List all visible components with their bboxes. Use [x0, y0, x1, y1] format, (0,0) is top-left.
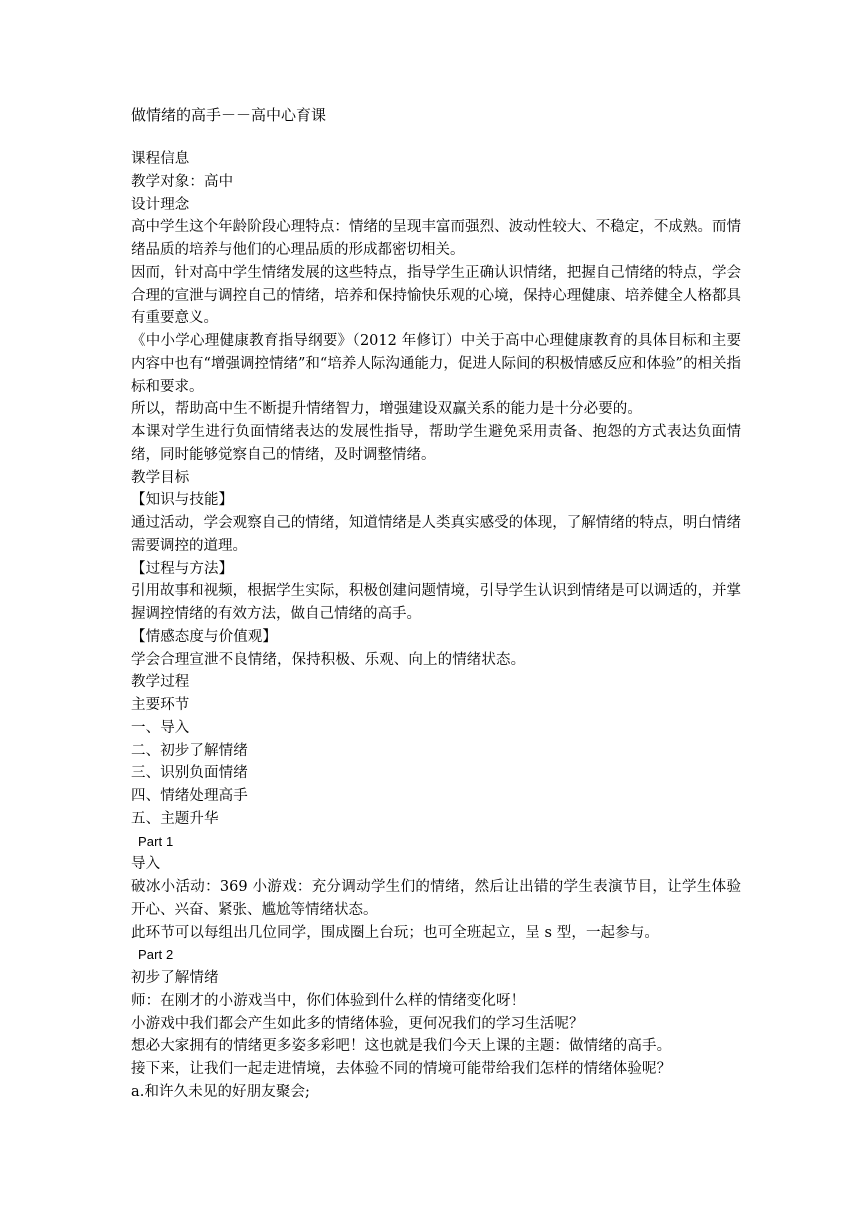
part-paragraph: 破冰小活动：369 小游戏：充分调动学生们的情绪，然后让出错的学生表演节目，让学生体验开心、兴奋、紧张、尴尬等情绪状态。: [131, 879, 741, 918]
concept-paragraph: 所以，帮助高中生不断提升情绪智力，增强建设双赢关系的能力是十分必要的。: [131, 401, 642, 418]
concept-paragraph: 高中学生这个年龄阶段心理特点：情绪的呈现丰富而强烈、波动性较大、不稳定，不成熟。而情绪品质的培养与他们的心理品质的形成都密切相关。: [131, 219, 741, 258]
section-heading-design-concept: 设计理念: [131, 196, 190, 213]
part-label: Part 2: [138, 947, 174, 963]
goal-heading-process: 【过程与方法】: [131, 560, 234, 577]
part-paragraph: 此环节可以每组出几位同学，围成圈上台玩；也可全班起立，呈 s 型，一起参与。: [131, 924, 659, 941]
goal-text-emotion: 学会合理宣泄不良情绪，保持积极、乐观、向上的情绪状态。: [131, 651, 526, 668]
document-body: [131, 148, 741, 1104]
section-heading-teaching-goals: 教学目标: [131, 469, 190, 486]
dialogue-line: 师：在刚才的小游戏当中，你们体验到什么样的情绪变化呀！: [131, 992, 526, 1009]
scenario-item: a.和许久未见的好朋友聚会;: [131, 1083, 311, 1100]
concept-paragraph: 因而，针对高中学生情绪发展的这些特点，指导学生正确认识情绪，把握自己情绪的特点，学会合理的宣泄与调控自己的情绪，培养和保持愉快乐观的心境，保持心理健康、培养健全人格都具有重要意义。: [131, 264, 741, 327]
concept-paragraph: 本课对学生进行负面情绪表达的发展性指导，帮助学生避免采用责备、抱怨的方式表达负面情绪，同时能够觉察自己的情绪，及时调整情绪。: [131, 424, 741, 463]
goal-text-process: 引用故事和视频，根据学生实际，积极创建问题情境，引导学生认识到情绪是可以调适的，并掌握调控情绪的有效方法，做自己情绪的高手。: [131, 583, 741, 622]
goal-heading-knowledge: 【知识与技能】: [131, 492, 234, 509]
teaching-target: 教学对象：高中: [131, 173, 234, 190]
document-title: 做情绪的高手－－高中心育课: [131, 106, 327, 124]
dialogue-line: 想必大家拥有的情绪更多姿多彩吧！这也就是我们今天上课的主题：做情绪的高手。: [131, 1038, 672, 1055]
part-title: 导入: [131, 856, 161, 873]
concept-paragraph: 《中小学心理健康教育指导纲要》（2012 年修订）中关于高中心理健康教育的具体目标和主要内容中也有“增强调控情绪”和“培养人际沟通能力，促进人际间的积极情感反应和体验”的相关指标和要求。: [131, 333, 741, 395]
step-item: 一、导入: [131, 719, 190, 736]
dialogue-line: 接下来，让我们一起走进情境，去体验不同的情境可能带给我们怎样的情绪体验呢？: [131, 1061, 672, 1077]
step-item: 五、主题升华: [131, 810, 219, 827]
part-label: Part 1: [138, 833, 174, 849]
dialogue-line: 小游戏中我们都会产生如此多的情绪体验，更何况我们的学习生活呢？: [131, 1015, 584, 1032]
goal-text-knowledge: 通过活动，学会观察自己的情绪，知道情绪是人类真实感受的体现，了解情绪的特点，明白情绪需要调控的道理。: [131, 515, 741, 554]
goal-heading-emotion: 【情感态度与价值观】: [131, 628, 277, 645]
section-heading-teaching-process: 教学过程: [131, 674, 190, 691]
step-item: 二、初步了解情绪: [131, 742, 248, 759]
section-heading-course-info: 课程信息: [131, 151, 190, 167]
step-item: 三、识别负面情绪: [131, 765, 248, 782]
part-title: 初步了解情绪: [131, 970, 219, 986]
step-item: 四、情绪处理高手: [131, 788, 248, 804]
section-heading-main-steps: 主要环节: [131, 697, 190, 713]
